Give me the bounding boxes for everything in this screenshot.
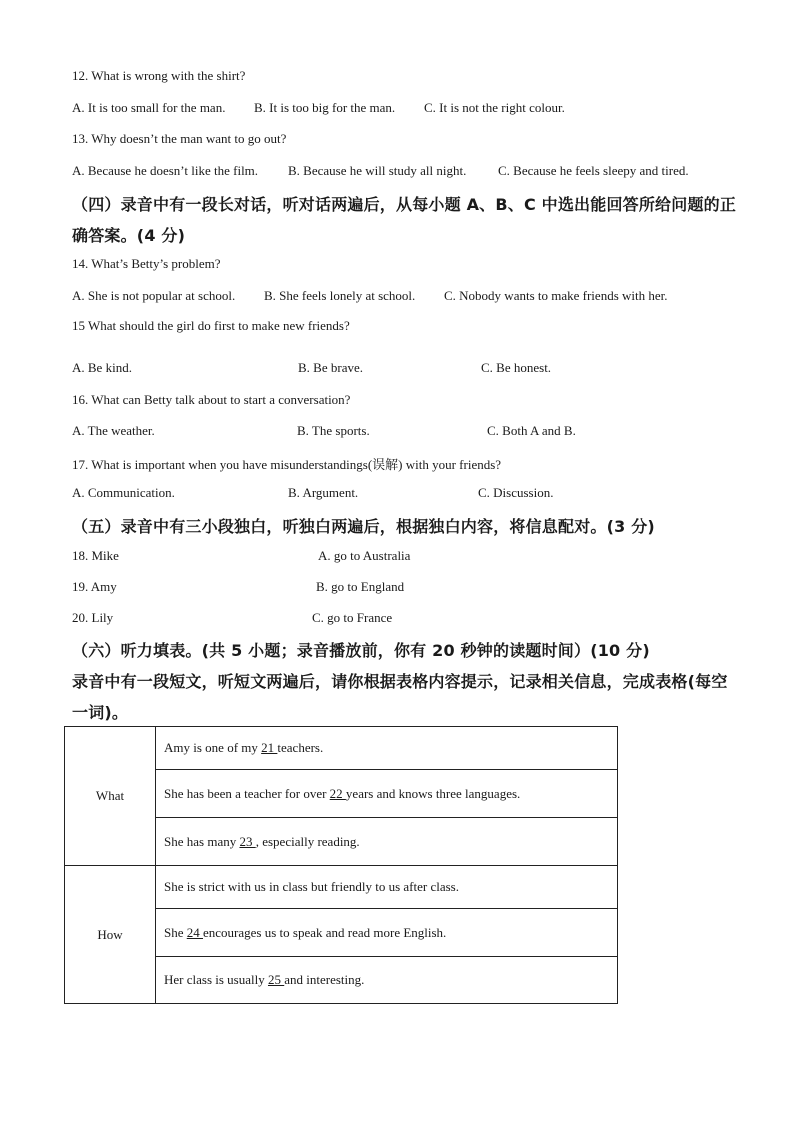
q13-option-a: A. Because he doesn’t like the film. [72, 163, 259, 178]
section-4-heading-cont: 确答案。(4 分) [72, 226, 186, 245]
q15-option-a: A. Be kind. [72, 360, 132, 375]
q14-option-b: B. She feels lonely at school. [264, 288, 416, 303]
q17-option-a: A. Communication. [72, 485, 175, 500]
table-cell-22: She has been a teacher for over 22 years and knows three languages. [156, 770, 618, 818]
question-13: 13. Why doesn’t the man want to go out? [72, 131, 287, 146]
section-6-instructions-cont: 一词)。 [72, 703, 129, 722]
question-12: 12. What is wrong with the shirt? [72, 68, 246, 83]
table-row [65, 866, 618, 909]
what-label: What [65, 727, 156, 866]
section-5-heading: （五）录音中有三小段独白，听独白两遍后，根据独白内容，将信息配对。(3 分) [72, 517, 655, 536]
q14-option-a: A. She is not popular at school. [72, 288, 236, 303]
q13-option-b: B. Because he will study all night. [288, 163, 467, 178]
q16-option-b: B. The sports. [297, 423, 370, 438]
q17-option-b: B. Argument. [288, 485, 359, 500]
match-item-18: 18. Mike [72, 548, 119, 563]
blank-23: 23 [239, 833, 256, 849]
table-cell-23: She has many 23 , especially reading. [156, 818, 618, 866]
q15-option-c: C. Be honest. [481, 360, 552, 375]
q15-option-b: B. Be brave. [298, 360, 363, 375]
question-14: 14. What’s Betty’s problem? [72, 256, 221, 271]
info-table [64, 726, 618, 1004]
q12-option-a: A. It is too small for the man. [72, 100, 226, 115]
table-row [65, 727, 618, 770]
table-cell-24: She 24 encourages us to speak and read more English. [156, 909, 618, 957]
how-label: How [65, 866, 156, 1004]
section-6-heading: （六）听力填表。(共 5 小题；录音播放前，你有 20 秒钟的读题时间）(10 分) [72, 641, 650, 660]
match-option-c: C. go to France [312, 610, 393, 625]
question-16: 16. What can Betty talk about to start a conversation? [72, 392, 351, 407]
table-cell-25: Her class is usually 25 and interesting. [156, 957, 618, 1004]
q12-option-b: B. It is too big for the man. [254, 100, 396, 115]
q13-option-c: C. Because he feels sleepy and tired. [498, 163, 689, 178]
table-cell-21: Amy is one of my 21 teachers. [156, 727, 618, 770]
blank-25: 25 [267, 972, 285, 987]
section-6-instructions: 录音中有一段短文，听短文两遍后，请你根据表格内容提示，记录相关信息，完成表格(每空 [72, 672, 728, 691]
match-item-20: 20. Lily [72, 610, 114, 625]
q16-option-a: A. The weather. [72, 423, 155, 438]
match-option-a: A. go to Australia [318, 548, 411, 563]
q16-option-c: C. Both A and B. [487, 423, 576, 438]
match-item-19: 19. Amy [72, 579, 117, 594]
q12-option-c: C. It is not the right colour. [424, 100, 565, 115]
match-option-b: B. go to England [316, 579, 405, 594]
blank-21: 21 [261, 740, 278, 755]
blank-24: 24 [186, 924, 203, 940]
question-17: 17. What is important when you have misunderstandings(误解) with your friends? [72, 457, 502, 472]
section-4-heading: （四）录音中有一段长对话，听对话两遍后，从每小题 A、B、C 中选出能回答所给问题的正 [72, 195, 737, 214]
blank-22: 22 [329, 785, 346, 801]
q17-option-c: C. Discussion. [478, 485, 554, 500]
table-cell-strict: She is strict with us in class but friendly to us after class. [156, 866, 618, 909]
question-15: 15 What should the girl do first to make new friends? [72, 318, 350, 333]
q14-option-c: C. Nobody wants to make friends with her. [444, 288, 668, 303]
